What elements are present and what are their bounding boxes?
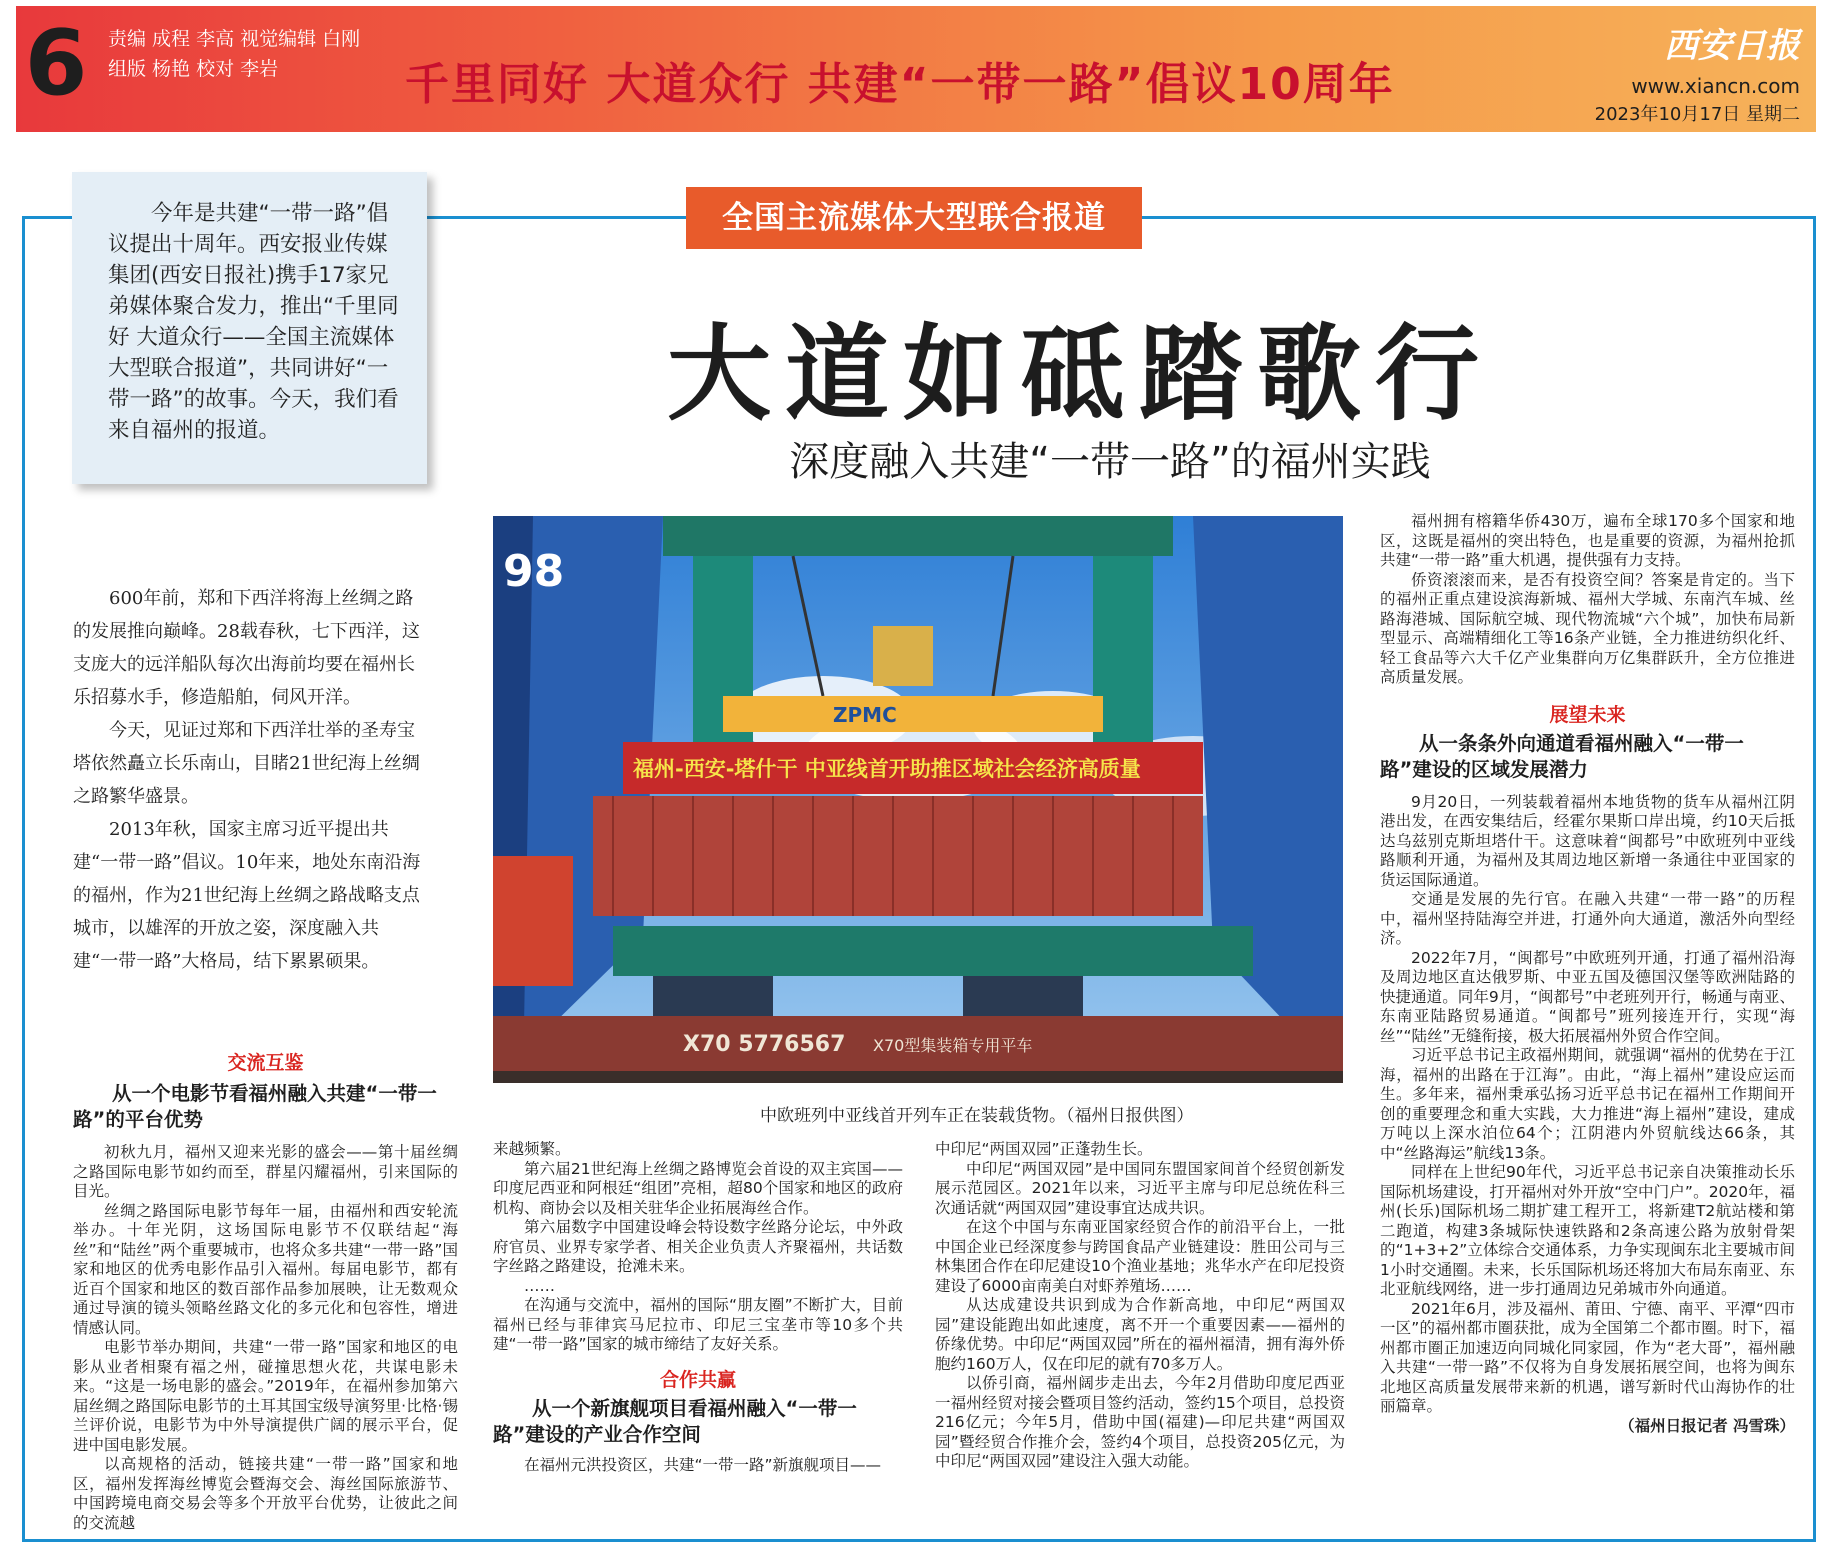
lead-paragraph: 600年前，郑和下西洋将海上丝绸之路的发展推向巅峰。28载春秋，七下西洋，这支庞大的远洋船队每次出海前均要在福州长乐招募水手，修造船舶，伺风开洋。 xyxy=(73,588,420,708)
column-4 xyxy=(1380,512,1795,1436)
paragraph: 交通是发展的先行官。在融入共建“一带一路”的历程中，福州坚持陆海空并进，打通外向大通道，激活外向型经济。 xyxy=(1380,890,1795,947)
section-label: 展望未来 xyxy=(1549,703,1626,726)
photo-caption: 中欧班列中亚线首开列车正在装载货物。（福州日报供图） xyxy=(760,1106,1194,1126)
page-number: 6 xyxy=(24,11,88,116)
subheadline: 深度融入共建“一带一路”的福州实践 xyxy=(789,439,1431,485)
paragraph: 9月20日，一列装载着福州本地货物的货车从福州江阴港出发，在西安集结后，经霍尔果斯口岸出境，约10天后抵达乌兹别克斯坦塔什干。这意味着“闽都号”中欧班列中亚线路顺利开通，为福州及其周边地区新增一条通往中亚国家的货运国际通道。 xyxy=(1380,792,1795,889)
article-body xyxy=(493,1140,903,1355)
paragraph: 从达成建设共识到成为合作新高地，中印尼“两国双园”建设能跑出如此速度，离不开一个重要因素——福州的侨缘优势。中印尼“两国双园”所在的福州福清，拥有海外侨胞约160万人，仅在印尼的就有70多万人。 xyxy=(935,1296,1345,1373)
section-label: 合作共赢 xyxy=(659,1368,736,1391)
lead-paragraph: 2013年秋，国家主席习近平提出共建“一带一路”倡议。10年来，地处东南沿海的福州，作为21世纪海上丝绸之路战略支点城市，以雄浑的开放之姿，深度融入共建“一带一路”大格局，结下累累硕果。 xyxy=(73,819,421,972)
section-title: 从一个新旗舰项目看福州融入“一带一路”建设的产业合作空间 xyxy=(493,1396,857,1446)
wagon-label: X70型集装箱专用平车 xyxy=(873,1036,1033,1055)
article-body xyxy=(73,1143,458,1533)
paragraph: 2021年6月，涉及福州、莆田、宁德、南平、平潭“四市一区”的福州都市圈获批，成为全国第二个都市圈。时下，福州都市圈正加速迈向同城化同家园，作为“老大哥”，福州融入共建“一带一路”不仅将为自身发展拓展空间，也将为闽东北地区高质量发展带来新的机遇，谱写新时代山海协作的壮丽篇章。 xyxy=(1380,1299,1795,1415)
paragraph: 侨资滚滚而来，是否有投资空间？答案是肯定的。当下的福州正重点建设滨海新城、福州大学城、东南汽车城、丝路海港城、国际航空城、现代物流城“六个城”，加快布局新型显示、高端精细化工等16条产业链，全力推进纺织化纤、轻工食品等六大千亿产业集群向万亿集群跃升，全方位推进高质量发展。 xyxy=(1380,570,1795,686)
paragraph: 中印尼“两国双园”正蓬勃生长。 xyxy=(935,1140,1153,1158)
paragraph: 2022年7月，“闽都号”中欧班列开通，打通了福州沿海及周边地区直达俄罗斯、中亚五国及德国汉堡等欧洲陆路的快捷通道。同年9月，“闽都号”中老班列开行，畅通与南亚、东南亚陆路贸易通道。“闽都号”班列接连开行，实现“海丝”“陆丝”无缝衔接，极大拓展福州外贸合作空间。 xyxy=(1380,948,1795,1045)
paragraph: 丝绸之路国际电影节每年一届，由福州和西安轮流举办。十年光阴，这场国际电影节不仅联结起“海丝”和“陆丝”两个重要城市，也将众多共建“一带一路”国家和地区的优秀电影作品引入福州。每届电影节，都有近百个国家和地区的数百部作品参加展映，让无数观众通过导演的镜头领略丝路文化的多元化和包容性，增进情感认同。 xyxy=(73,1201,458,1337)
column-1 xyxy=(73,1048,458,1533)
paragraph: …… xyxy=(524,1276,555,1295)
paragraph: 初秋九月，福州又迎来光影的盛会——第十届丝绸之路国际电影节如约而至，群星闪耀福州，引来国际的目光。 xyxy=(73,1143,458,1200)
editor-credits xyxy=(108,24,368,84)
paragraph: 福州拥有榕籍华侨430万，遍布全球170多个国家和地区，这既是福州的突出特色，也是重要的资源，为福州抢抓共建“一带一路”重大机遇，提供强有力支持。 xyxy=(1380,512,1795,569)
newspaper-logo: 西安日报 xyxy=(1664,26,1800,66)
train-loading-illustration xyxy=(493,516,1343,1083)
section-title: 从一个电影节看福州融入共建“一带一路”的平台优势 xyxy=(73,1082,437,1131)
article-body xyxy=(493,1456,903,1476)
lead-paragraph: 今天，见证过郑和下西洋壮举的圣寿宝塔依然矗立长乐南山，目睹21世纪海上丝绸之路繁华盛景。 xyxy=(73,720,420,807)
column-2 xyxy=(493,1140,903,1475)
issue-date: 2023年10月17日 星期二 xyxy=(1594,104,1800,125)
paragraph: 第六届数字中国建设峰会特设数字丝路分论坛，中外政府官员、业界专家学者、相关企业负责人齐聚福州，共话数字丝路之路建设，抢滩未来。 xyxy=(493,1218,903,1275)
column-3 xyxy=(935,1140,1345,1472)
credits-line: 组版 杨艳 校对 李岩 xyxy=(108,58,279,80)
intro-box: 今年是共建“一带一路”倡议提出十周年。西安报业传媒集团(西安日报社)携手17家兄弟媒体聚合发力，推出“千里同好 大道众行——全国主流媒体大型联合报道”，共同讲好“一带一路”的故事。今天，我们看来自福州的报道。 xyxy=(72,172,427,484)
crane-brand: ZPMC xyxy=(833,703,897,727)
website-url[interactable]: www.xiancn.com xyxy=(1631,74,1800,98)
page-slogan: 千里同好 大道众行 共建“一带一路”倡议10周年 xyxy=(405,59,1395,110)
section-label: 交流互鉴 xyxy=(227,1052,304,1074)
headline: 大道如砥踏歌行 xyxy=(666,313,1493,435)
paragraph: 以高规格的活动，链接共建“一带一路”国家和地区，福州发挥海丝博览会暨海交会、海丝国际旅游节、中国跨境电商交易会等多个开放平台优势，让彼此之间的交流越 xyxy=(73,1455,458,1532)
series-banner: 全国主流媒体大型联合报道 xyxy=(686,187,1142,249)
paragraph: 第六届21世纪海上丝绸之路博览会首设的双主宾国——印度尼西亚和阿根廷“组团”亮相，超80个国家和地区的政府机构、商协会以及相关驻华企业拓展海丝合作。 xyxy=(493,1159,903,1217)
news-photo xyxy=(493,516,1343,1083)
paragraph: 在福州元洪投资区，共建“一带一路”新旗舰项目—— xyxy=(524,1455,882,1474)
reporter-byline: （福州日报记者 冯雪珠） xyxy=(1619,1416,1795,1435)
paragraph: 以侨引商，福州阔步走出去，今年2月借助印度尼西亚一福州经贸对接会暨项目签约活动，签约15个项目，总投资216亿元；今年5月，借助中国(福建)—印尼共建“两国双园”暨经贸合作推介会，签约4个项目，总投资205亿元，为中印尼“两国双园”建设注入强大动能。 xyxy=(935,1374,1345,1470)
section-title: 从一条条外向通道看福州融入“一带一路”建设的区域发展潜力 xyxy=(1380,731,1744,781)
paragraph: 中印尼“两国双园”是中国同东盟国家间首个经贸创新发展示范园区。2021年以来，习近平主席与印尼总统佐科三次通话就“两国双园”建设事宜达成共识。 xyxy=(935,1159,1345,1217)
container-mark: 98 xyxy=(503,546,565,597)
article-body xyxy=(1380,512,1795,688)
paragraph: 习近平总书记主政福州期间，就强调“福州的优势在于江海，福州的出路在于江海”。由此，“海上福州”建设应运而生。多年来，福州秉承弘扬习近平总书记在福州工作期间开创的重要理念和重大实践，大力推进“海上福州”建设，建成万吨以上深水泊位64个；江阴港内外贸航线达66条，其中“丝路海运”航线13条。 xyxy=(1380,1046,1795,1162)
paragraph: 来越频繁。 xyxy=(493,1140,571,1158)
article-body xyxy=(1380,793,1795,1437)
paragraph: 在这个中国与东南亚国家经贸合作的前沿平台上，一批中国企业已经深度参与跨国食品产业链建设：胜田公司与三林集团合作在印尼建设10个渔业基地；兆华水产在印尼投资建设了6000亩南美白对虾养殖场…… xyxy=(935,1218,1345,1295)
paragraph: 同样在上世纪90年代，习近平总书记亲自决策推动长乐国际机场建设，打开福州对外开放“空中门户”。2020年，福州(长乐)国际机场二期扩建工程开工，将新建T2航站楼和第二跑道，构建3条城际快速铁路和2条高速公路为放射骨架的“1+3+2”立体综合交通体系，力争实现闽东北主要城市间1小时交通圈。未来，长乐国际机场还将加大布局东南亚、东北亚航线网络，进一步打通周边兄弟城市外向通道。 xyxy=(1380,1163,1795,1298)
lead-paragraphs xyxy=(73,582,423,978)
credits-line: 责编 成程 李高 视觉编辑 白刚 xyxy=(108,28,361,50)
article-body xyxy=(935,1140,1345,1472)
train-banner: 福州-西安-塔什干 中亚线首开助推区域社会经济高质量 xyxy=(633,757,1141,781)
paragraph: 在沟通与交流中，福州的国际“朋友圈”不断扩大，目前福州已经与菲律宾马尼拉市、印尼三宝垄市等10多个共建“一带一路”国家的城市缔结了友好关系。 xyxy=(493,1296,903,1353)
wagon-number: X70 5776567 xyxy=(683,1032,846,1057)
paragraph: 电影节举办期间，共建“一带一路”国家和地区的电影从业者相聚有福之州，碰撞思想火花，共谋电影未来。“这是一场电影的盛会。”2019年，在福州参加第六届丝绸之路国际电影节的土耳其国宝级导演努里·比格·锡兰评价说，电影节为中外导演提供广阔的展示平台，促进中国电影发展。 xyxy=(73,1338,458,1454)
